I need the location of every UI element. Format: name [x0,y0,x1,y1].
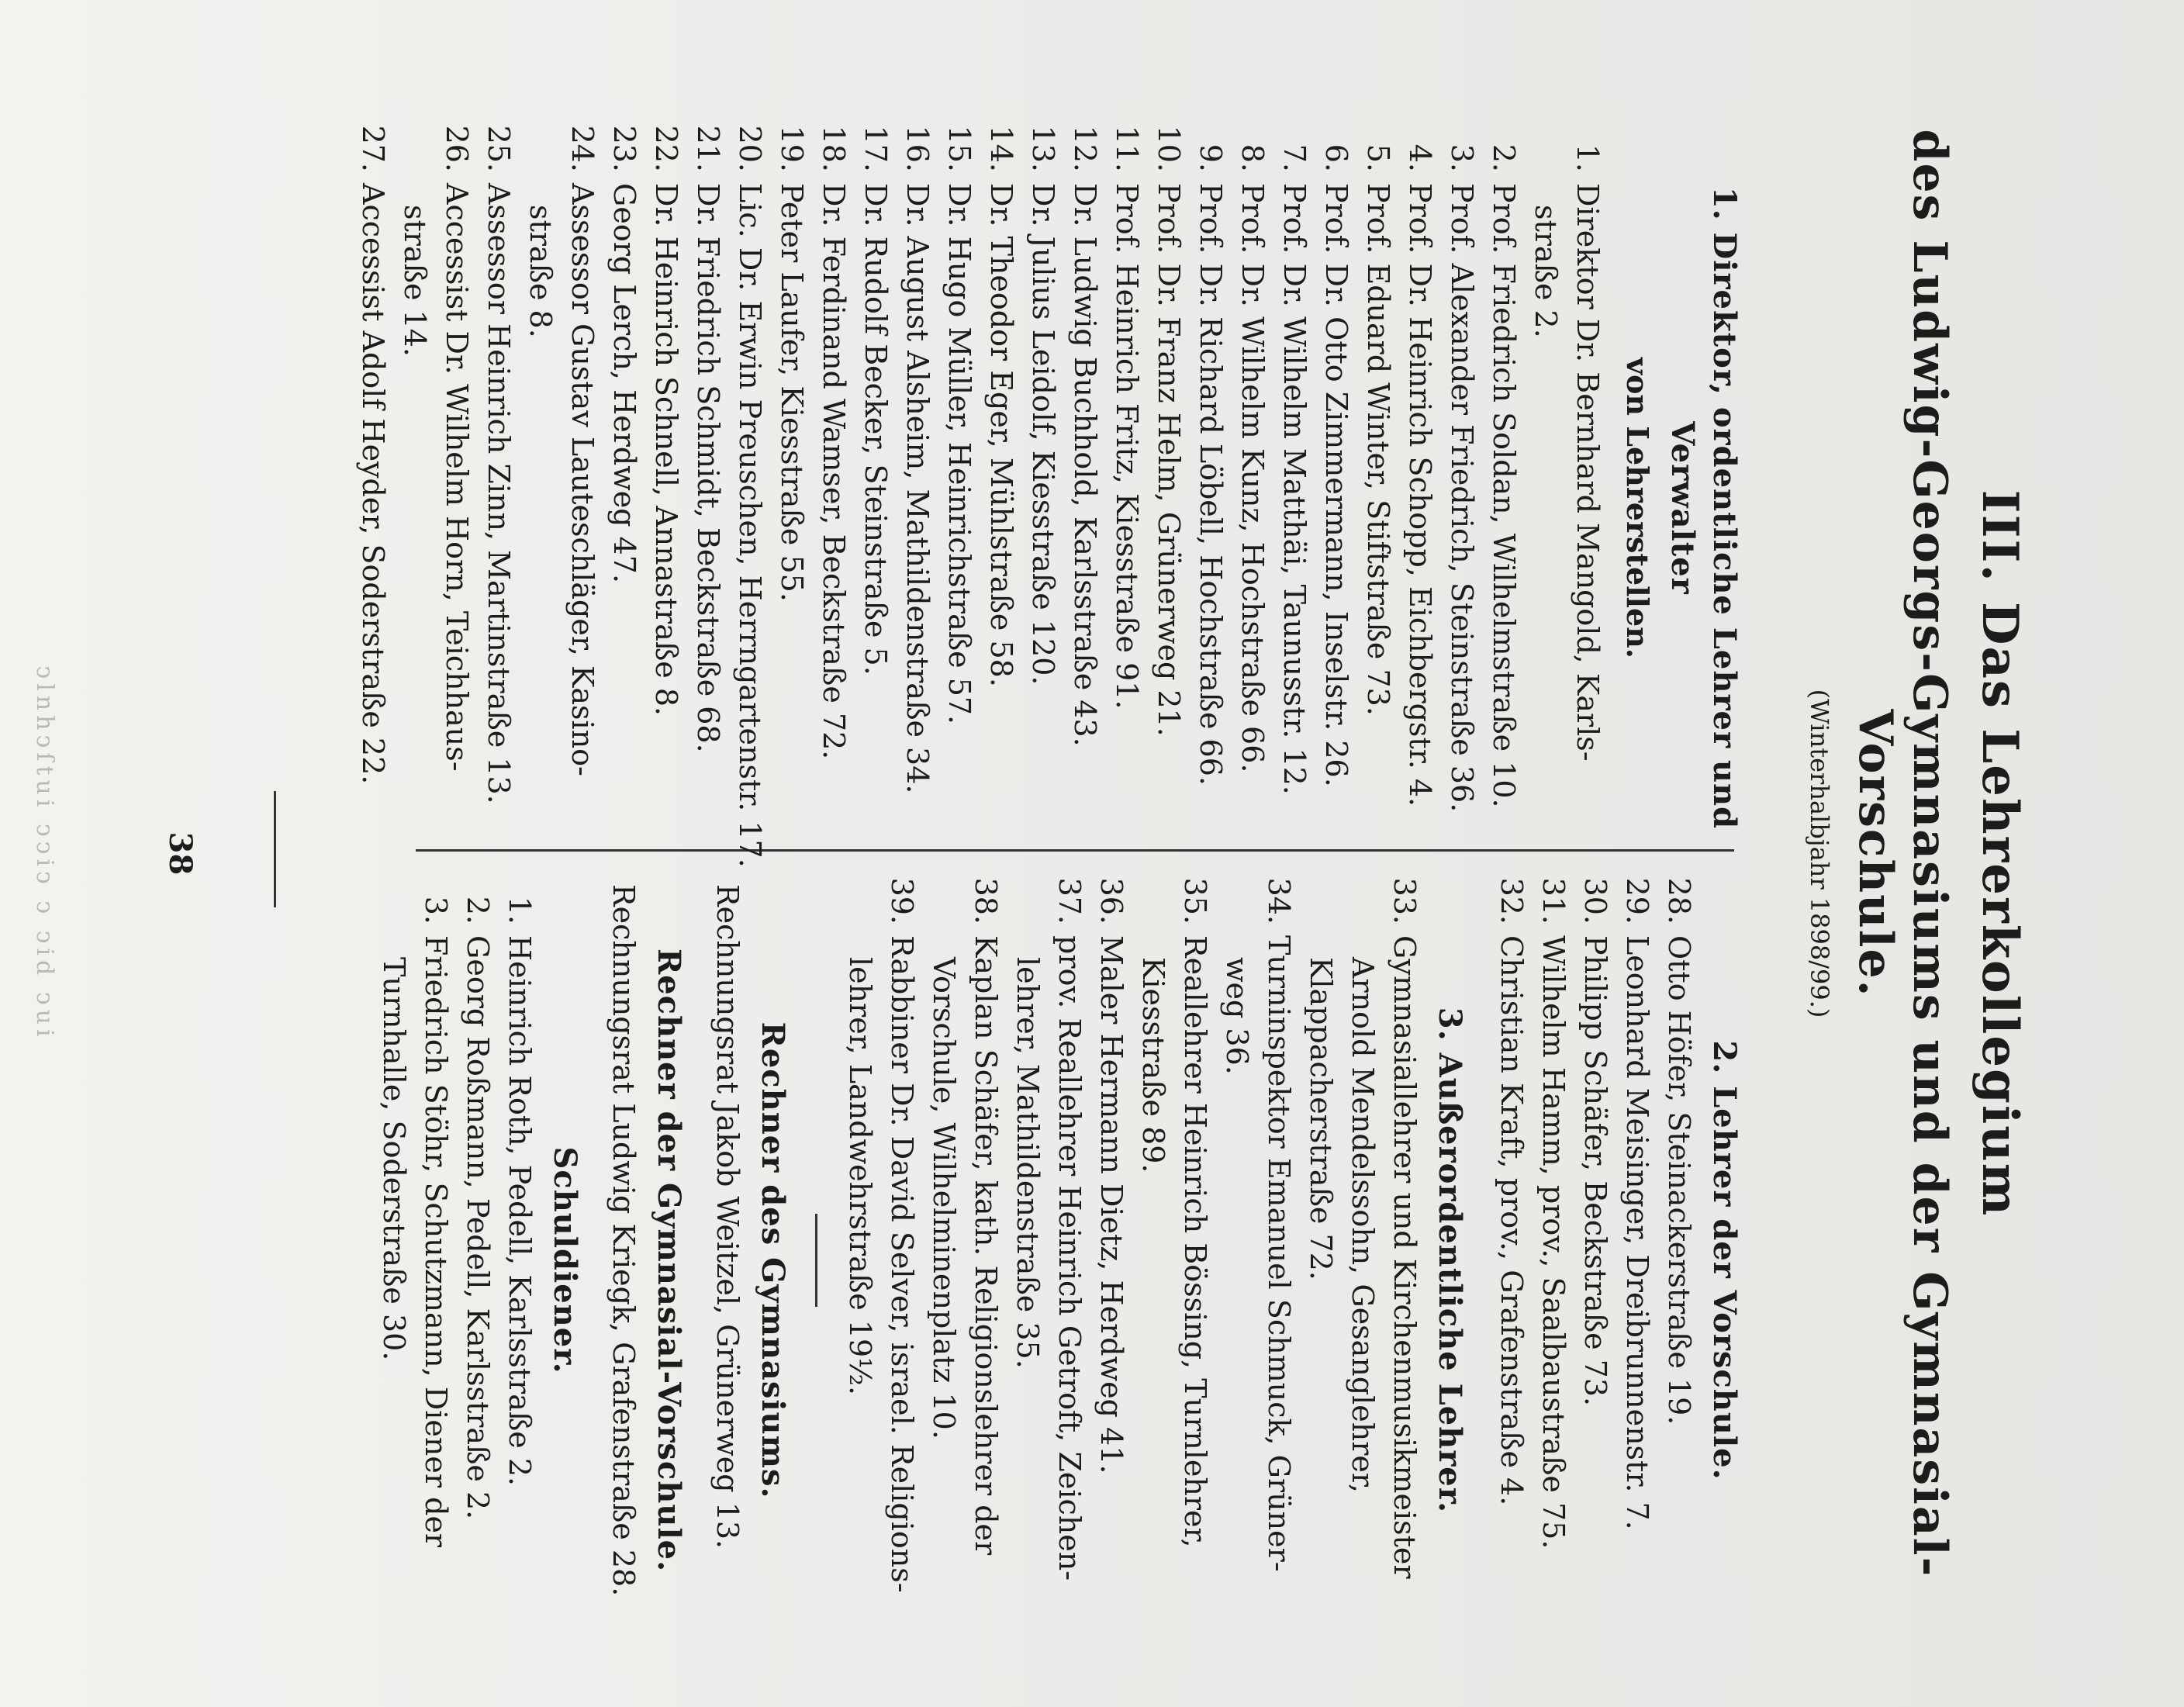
schuldiener-heading: Schuldiener. [547,1146,583,1374]
item-number [1216,869,1258,935]
item-text: Accessist Dr. Wilhelm Horn, Teichhaus- [440,183,474,772]
page-number-rule [274,791,276,907]
item-number: 16. [900,125,935,172]
item-number: 13. [1026,125,1060,172]
item-text: Dr. Hugo Müller, Heinrichstraße 57. [942,183,976,725]
page-title [1805,0,2029,1707]
item-text: Dr. Ludwig Buchhold, Karlsstraße 43. [1068,183,1102,747]
item-text: Assessor Gustav Lauteschläger, Kasino- [565,183,600,776]
item-number: 1. [1571,143,1605,172]
item-number: 25. [482,125,516,172]
section-heading-2: 2. Lehrer der Vorschule. [1706,1040,1743,1481]
item-text: Dr. Ferdinand Wamser, Beckstraße 72. [817,183,851,760]
item-number [520,116,562,183]
item-number: 1. [503,896,537,924]
list-item [1216,869,1258,1652]
item-text: lehrer, Mathildenstraße 35. [1011,957,1045,1369]
section-heading-1: 1. Direktor, ordentliche Lehrer und Verwalter [1664,186,1743,830]
list-item [1441,116,1483,900]
title-line-3: (Winterhalbjahr 1898/99.) [1805,689,1834,1018]
ausserordentliche-list [839,869,1425,1652]
list-item [1384,869,1425,1652]
list-item [1300,869,1342,1652]
list-item [1148,116,1190,900]
item-text: Turnhalle, Soderstraße 30. [377,957,411,1361]
item-number [1300,869,1342,935]
item-number: 2. [1487,143,1521,172]
item-text: Dr. Heinrich Schnell, Annastraße 8. [649,183,683,717]
item-number: 7. [1277,143,1311,172]
item-number: 33. [1387,877,1422,924]
list-item [499,869,541,1652]
separator-rule [815,1214,817,1307]
list-item [1616,869,1658,1652]
list-item [923,869,965,1652]
item-text: Prof. Dr. Wilhelm Kunz, Hochstraße 66. [1235,183,1270,773]
list-item [645,116,687,900]
rechner-vorschule-text: Rechnungsrat Ludwig Kriegk, Grafenstraße 28. [606,884,641,1597]
item-text: Accessist Adolf Heyder, Soderstraße 22. [356,183,390,785]
item-text: Otto Höfer, Steinackerstraße 19. [1662,935,1696,1425]
item-text: straße 2. [1529,205,1563,338]
item-number [923,869,965,935]
item-text: Prof. Dr. Wilhelm Matthäi, Taunusstr. 12. [1277,183,1311,795]
item-text: Friedrich Stöhr, Schutzmann, Diener der [419,935,453,1548]
item-number [394,116,436,183]
list-item [938,116,980,900]
left-column [352,116,1750,900]
item-number [1342,869,1384,935]
item-text: Philipp Schäfer, Beckstraße 73. [1578,935,1612,1407]
page-number: 38 [162,831,199,876]
rechner-vorschule-heading: Rechner der Gymnasial-Vorschule. [651,948,687,1573]
item-number: 6. [1319,143,1353,172]
list-item [1574,869,1616,1652]
item-number: 14. [984,125,1018,172]
item-number: 3. [419,896,453,924]
list-item [603,116,645,900]
item-text: Prof. Eduard Winter, Stiftstraße 73. [1361,183,1395,716]
item-number: 30. [1578,877,1612,924]
item-number: 28. [1662,877,1696,924]
item-text: Klappacherstraße 72. [1304,957,1338,1280]
item-number: 15. [942,125,976,172]
item-text: lehrer, Landwehrstraße 19½. [843,957,877,1396]
item-text: straße 14. [398,205,432,357]
list-item [1525,116,1567,900]
list-item [1273,116,1315,900]
list-item [520,116,562,900]
item-number: 37. [1052,877,1087,924]
item-number: 11. [1110,125,1144,172]
item-text: Prof. Dr. Franz Helm, Grünerweg 21. [1152,183,1186,737]
list-item [813,116,855,900]
item-number: 38. [969,877,1003,924]
item-number: 23. [607,125,641,172]
list-item [1315,116,1357,900]
item-text: Reallehrer Heinrich Bössing, Turnlehrer, [1178,935,1212,1548]
title-line-1: III. Das Lehrerkollegium [1971,489,2029,1218]
list-item [1658,869,1700,1652]
list-item [1049,869,1090,1652]
item-text: Dr. Julius Leidolf, Kiesstraße 120. [1026,183,1060,686]
item-number: 20. [733,125,767,172]
list-item [1174,869,1216,1652]
item-number: 36. [1094,877,1128,924]
section-subheading-1: von Lehrerstellen. [1620,357,1655,659]
list-item [897,116,938,900]
list-item [965,869,1007,1652]
item-number: 34. [1262,877,1296,924]
list-item [1106,116,1148,900]
item-number: 26. [440,125,474,172]
item-text: Prof. Alexander Friedrich, Steinstraße 36. [1445,183,1479,813]
item-text: straße 8. [524,205,558,338]
item-text: Prof. Dr. Richard Löbell, Hochstraße 66. [1194,183,1228,786]
item-number: 10. [1152,125,1186,172]
item-text: Kiesstraße 89. [1136,957,1170,1173]
list-item [562,116,603,900]
list-item [980,116,1022,900]
list-item [478,116,520,900]
item-number: 31. [1536,877,1571,924]
item-text: Dr. Theodor Eger, Mühlstraße 58. [984,183,1018,687]
list-item [839,869,881,1652]
list-item [729,116,771,900]
list-item [1567,116,1609,900]
item-text: Christian Kraft, prov., Grafenstraße 4. [1495,935,1529,1506]
item-text: Rabbiner Dr. David Selver, israel. Religions- [885,935,919,1593]
item-text: Wilhelm Hamm, prov., Saalbaustraße 75. [1536,935,1571,1550]
item-text: Prof. Dr. Otto Zimmermann, Inselstr. 26. [1319,183,1353,787]
item-number: 39. [885,877,919,924]
item-text: Prof. Friedrich Soldan, Wilhelmstraße 10. [1487,183,1521,808]
item-number [1007,869,1049,935]
item-number: 29. [1620,877,1654,924]
item-text: Direktor Dr. Bernhard Mangold, Karls- [1571,183,1605,762]
item-number: 9. [1194,143,1228,172]
list-item [457,869,499,1652]
item-number: 32. [1495,877,1529,924]
vorschule-list [1491,869,1700,1652]
item-text: Georg Roßmann, Pedell, Karlsstraße 2. [461,935,495,1520]
item-number: 27. [356,125,390,172]
item-number: 22. [649,125,683,172]
list-item [415,869,457,1652]
list-item [1190,116,1232,900]
item-number: 3. [1445,143,1479,172]
list-item [1483,116,1525,900]
item-text: Leonhard Meisinger, Dreibrunnenstr. 7. [1620,935,1654,1530]
list-item [352,116,394,900]
item-text: weg 36. [1220,957,1254,1075]
list-item [881,869,923,1652]
item-text: Dr. Friedrich Schmidt, Beckstraße 68. [691,183,725,753]
list-item [394,116,436,900]
item-number [373,869,415,935]
item-text: Kaplan Schäfer, kath. Religionslehrer der [969,935,1003,1556]
schuldiener-list [373,869,541,1652]
list-item [373,869,415,1652]
item-number: 12. [1068,125,1102,172]
item-number: 21. [691,125,725,172]
item-text: Heinrich Roth, Pedell, Karlsstraße 2. [503,935,537,1487]
item-text: Gymnasiallehrer und Kirchenmusikmeister [1387,935,1422,1579]
item-number: 17. [859,125,893,172]
list-item [1022,116,1064,900]
list-item [1357,116,1399,900]
item-text: Prof. Heinrich Fritz, Kiesstraße 91. [1110,183,1144,710]
item-text: Lic. Dr. Erwin Preuschen, Herrngartenstr. 17. [733,183,767,868]
list-item [687,116,729,900]
item-number [1525,116,1567,183]
item-text: Turninspektor Emanuel Schmuck, Grüner- [1262,935,1296,1572]
item-text: Prof. Dr. Heinrich Schopp, Eichbergstr. 4. [1403,183,1437,807]
list-item [1399,116,1441,900]
item-text: Vorschule, Wilhelminenplatz 10. [927,957,961,1439]
item-number: 18. [817,125,851,172]
list-item [1232,116,1273,900]
list-item [1258,869,1300,1652]
item-number: 24. [565,125,600,172]
item-text: Maler Hermann Dietz, Herdweg 41. [1094,935,1128,1474]
item-text: Dr. August Alsheim, Mathildenstraße 34. [900,183,935,794]
item-text: Assessor Heinrich Zinn, Martinstraße 13. [482,183,516,804]
item-number: 35. [1178,877,1212,924]
item-number: 4. [1403,143,1437,172]
list-item [1007,869,1049,1652]
section-heading-3: 3. Außerordentliche Lehrer. [1432,1007,1468,1514]
item-number: 19. [775,125,809,172]
list-item [436,116,478,900]
list-item [1132,869,1174,1652]
teacher-list [352,116,1609,900]
item-number [839,869,881,935]
list-item [1090,869,1132,1652]
bleed-through-text: ↄlnhↄſtui ↄↄiↄ ↄ ↄid ↄui [31,665,59,1042]
list-item [1533,869,1574,1652]
item-text: Georg Lerch, Herdweg 47. [607,183,641,584]
rechner-heading: Rechner des Gymnasiums. [755,1021,791,1499]
item-text: Dr. Rudolf Becker, Steinstraße 5. [859,183,893,676]
item-text: prov. Reallehrer Heinrich Getroft, Zeichen- [1052,935,1087,1581]
list-item [1491,869,1533,1652]
rechner-text: Rechnungsrat Jakob Weitzel, Grünerweg 13. [710,884,745,1550]
list-item [771,116,813,900]
title-line-2: des Ludwig-Georgs-Gymnasiums und der Gymnasial-Vorschule. [1848,129,1957,1578]
item-number: 5. [1361,143,1395,172]
item-number: 8. [1235,143,1270,172]
list-item [1064,116,1106,900]
right-column [373,869,1750,1652]
item-number [1132,869,1174,935]
list-item [855,116,897,900]
item-text: Peter Laufer, Kiesstraße 55. [775,183,809,602]
list-item [1342,869,1384,1652]
item-text: Arnold Mendelssohn, Gesanglehrer, [1346,957,1380,1493]
item-number: 2. [461,896,495,924]
